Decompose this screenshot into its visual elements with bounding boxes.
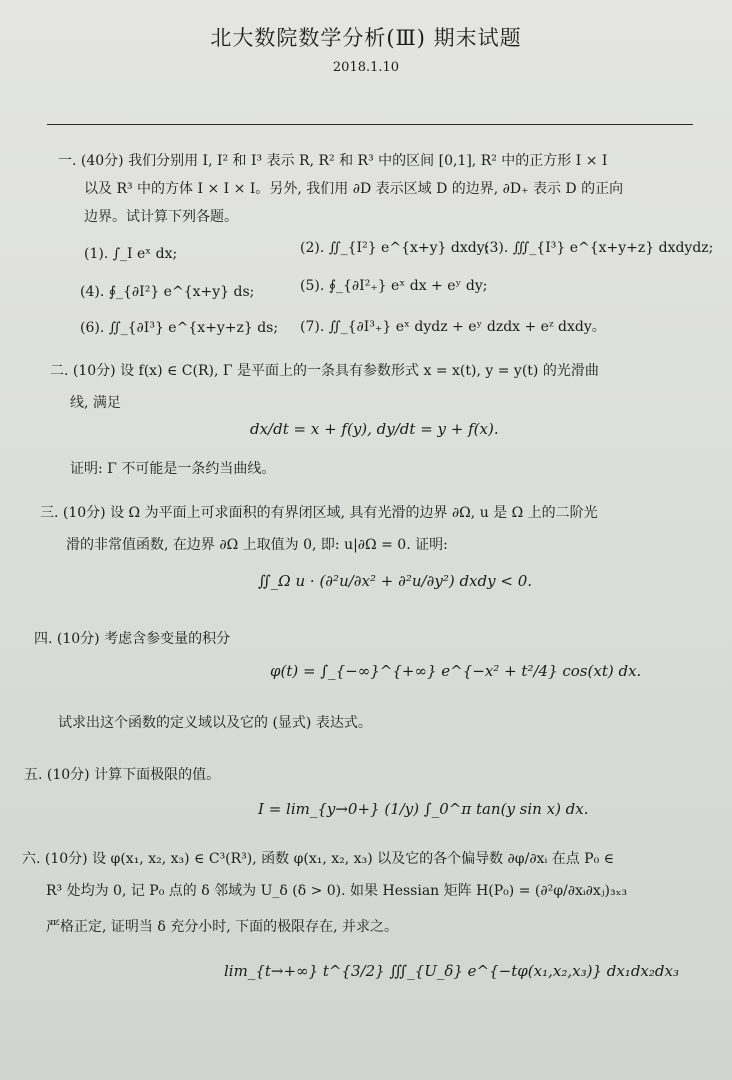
- q1-item-6: (6). ∬_{∂I³} e^{x+y+z} ds;: [80, 320, 279, 336]
- q2-line2: 线, 满足: [70, 395, 121, 411]
- q1-item-1: (1). ∫_I eˣ dx;: [84, 246, 178, 262]
- exam-date: 2018.1.10: [332, 60, 400, 75]
- q2-line3: 证明: Γ 不可能是一条约当曲线。: [70, 461, 276, 477]
- q1-line3: 边界。试计算下列各题。: [84, 209, 238, 225]
- q1-item-4: (4). ∮_{∂I²} e^{x+y} ds;: [80, 284, 255, 300]
- q6-line3: 严格正定, 证明当 δ 充分小时, 下面的极限存在, 并求之。: [46, 919, 399, 935]
- q4-line2: 试求出这个函数的定义域以及它的 (显式) 表达式。: [58, 715, 372, 731]
- q1-item-3: (3). ∭_{I³} e^{x+y+z} dxdydz;: [484, 240, 714, 256]
- q3-line1: 三. (10分) 设 Ω 为平面上可求面积的有界闭区域, 具有光滑的边界 ∂Ω, u 是 Ω 上的二阶光: [40, 505, 598, 521]
- q6-formula: lim_{t→+∞} t^{3/2} ∭_{U_δ} e^{−tφ(x₁,x₂,x₃)} dx₁dx₂dx₃: [224, 962, 679, 980]
- q3-formula: ∬_Ω u · (∂²u/∂x² + ∂²u/∂y²) dxdy < 0.: [258, 572, 533, 590]
- q3-line2: 滑的非常值函数, 在边界 ∂Ω 上取值为 0, 即: u|∂Ω = 0. 证明:: [66, 537, 448, 553]
- q1-item-7: (7). ∬_{∂I³₊} eˣ dydz + eʸ dzdx + eᶻ dxdy。: [300, 319, 606, 335]
- q5-formula: I = lim_{y→0+} (1/y) ∫_0^π tan(y sin x) dx.: [258, 800, 589, 818]
- q4-formula: φ(t) = ∫_{−∞}^{+∞} e^{−x² + t²/4} cos(xt) dx.: [270, 662, 642, 680]
- q6-line2: R³ 处均为 0, 记 P₀ 点的 δ 邻域为 U_δ (δ > 0). 如果 Hessian 矩阵 H(P₀) = (∂²φ/∂xᵢ∂xⱼ)₃ₓ₃: [46, 883, 628, 899]
- q2-line1: 二. (10分) 设 f(x) ∈ C(R), Γ 是平面上的一条具有参数形式 x = x(t), y = y(t) 的光滑曲: [50, 363, 599, 379]
- q1-item-5: (5). ∮_{∂I²₊} eˣ dx + eʸ dy;: [300, 278, 488, 294]
- q1-line1: 一. (40分) 我们分别用 I, I² 和 I³ 表示 R, R² 和 R³ 中的区间 [0,1], R² 中的正方形 I × I: [58, 153, 608, 169]
- q4-line1: 四. (10分) 考虑含参变量的积分: [34, 631, 231, 647]
- page-title: 北大数院数学分析(Ⅲ) 期末试题: [210, 26, 522, 50]
- q1-line2: 以及 R³ 中的方体 I × I × I。另外, 我们用 ∂D 表示区域 D 的边界, ∂D₊ 表示 D 的正向: [84, 181, 624, 197]
- q5-line1: 五. (10分) 计算下面极限的值。: [24, 767, 221, 783]
- q6-line1: 六. (10分) 设 φ(x₁, x₂, x₃) ∈ C³(R³), 函数 φ(x₁, x₂, x₃) 以及它的各个偏导数 ∂φ/∂xᵢ 在点 P₀ ∈: [22, 851, 615, 867]
- q2-formula: dx/dt = x + f(y), dy/dt = y + f(x).: [250, 420, 499, 438]
- q1-item-2: (2). ∬_{I²} e^{x+y} dxdy;: [300, 240, 490, 256]
- header-divider: [47, 124, 693, 125]
